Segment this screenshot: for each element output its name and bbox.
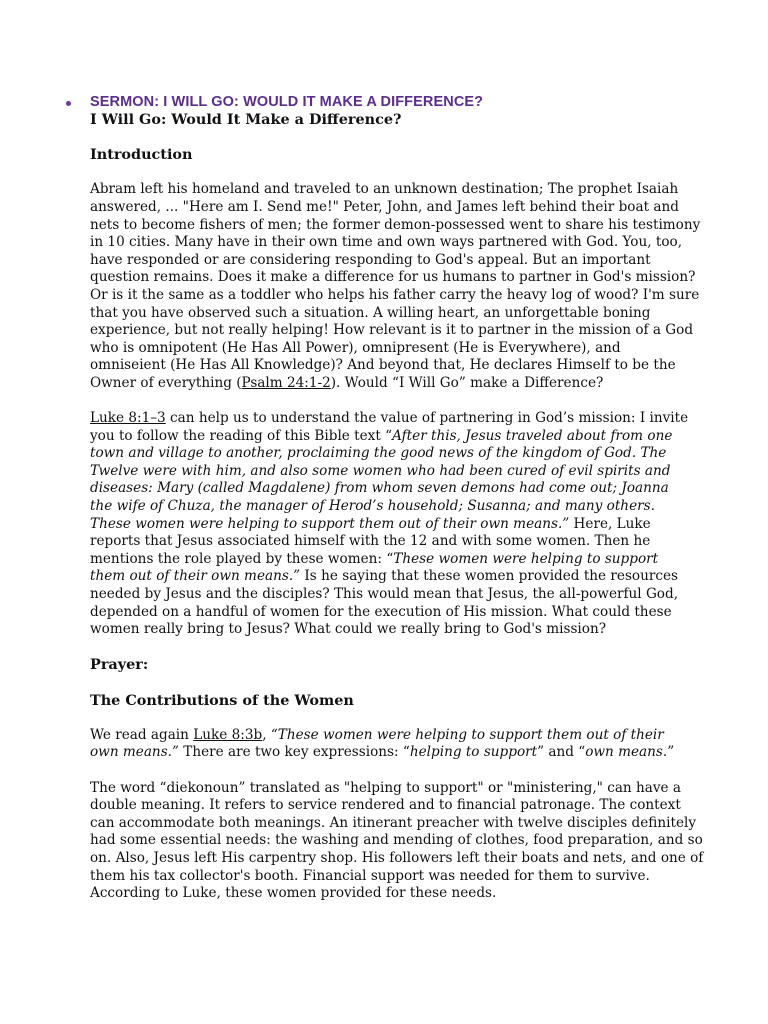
text-segment: can help us to understand the value of partnering in God’s mission: I invite <box>165 410 689 427</box>
text-segment: There are two key expressions: “ <box>178 744 410 761</box>
diekonoun-line: on. Also, Jesus left His carpentry shop. His followers left their boats and nets, and one of <box>90 849 704 866</box>
diekonoun-line: According to Luke, these women provided for these needs. <box>90 885 497 902</box>
luke-line <box>90 551 690 569</box>
intro-line: have responded or are considering responding to God's appeal. But an important <box>90 251 651 268</box>
luke-line: women really bring to Jesus? What could we really bring to God's mission? <box>90 621 606 638</box>
prayer-heading: Prayer: <box>90 656 149 674</box>
text-segment: Here, Luke <box>569 515 651 532</box>
diekonoun-line: double meaning. It refers to service rendered and to financial patronage. The context <box>90 797 681 814</box>
text-segment: .” <box>662 744 675 761</box>
luke-reference-link[interactable]: Luke 8:1–3 <box>90 410 166 427</box>
intro-line: that you have observed such a situation. A willing heart, an unforgettable boning <box>90 304 651 321</box>
luke-line: needed by Jesus and the disciples? This would mean that Jesus, the all-powerful God, <box>90 586 679 603</box>
key-expression: helping to support <box>409 744 538 761</box>
intro-line <box>90 375 690 393</box>
intro-line: nets to become fishers of men; the former demon-possessed went to share his testimony <box>90 216 701 233</box>
luke-line: reports that Jesus associated himself with the 12 and with some women. Then he <box>90 533 651 550</box>
scripture-quote-line: diseases: Mary (called Magdalene) from whom seven demons had come out; Joanna <box>90 480 669 497</box>
diekonoun-line: them his tax collector's booth. Financial support was needed for them to survive. <box>90 867 650 884</box>
scripture-quote-line: Twelve were with him, and also some women who had been cured of evil spirits and <box>90 462 671 479</box>
scripture-quote: These women were helping to support <box>393 550 659 567</box>
text-segment: ). Would “I Will Go” make a Difference? <box>330 374 604 391</box>
scripture-quote: them out of their own means.” <box>90 568 301 585</box>
text-segment: Is he saying that these women provided the resources <box>300 568 678 585</box>
sermon-heading: I Will Go: Would It Make a Difference? <box>90 111 402 128</box>
diekonoun-line: had some essential needs: the washing and mending of clothes, food preparation, and so <box>90 832 703 849</box>
text-segment: ” and “ <box>537 744 586 761</box>
luke-line <box>90 568 690 586</box>
scripture-quote: These women were helping to support them out of their own means.” <box>90 515 570 532</box>
intro-line: who is omnipotent (He Has All Power), omnipresent (He is Everywhere), and <box>90 339 621 356</box>
contributions-heading: The Contributions of the Women <box>90 691 354 709</box>
scripture-quote-line: town and village to another, proclaiming the good news of the kingdom of God. The <box>90 445 667 462</box>
luke-line <box>90 516 690 534</box>
diekonoun-line: The word “diekonoun” translated as "helping to support" or "ministering," can have a <box>90 779 682 796</box>
introduction-heading: Introduction <box>90 146 193 164</box>
intro-line: omniseient (He Has All Knowledge)? And beyond that, He declares Himself to be the <box>90 357 676 374</box>
intro-line: question remains. Does it make a difference for us humans to partner in God's mission? <box>90 269 696 286</box>
luke-line <box>90 428 690 446</box>
text-segment: Owner of everything ( <box>90 374 242 391</box>
sermon-title-item[interactable] <box>66 94 483 110</box>
scripture-quote-line: the wife of Chuza, the manager of Herod’s household; Susanna; and many others. <box>90 498 655 515</box>
text-segment: We read again <box>90 726 194 743</box>
intro-line: experience, but not really helping! How relevant is it to partner in the mission of a God <box>90 322 694 339</box>
intro-line: Abram left his homeland and traveled to an unknown destination; The prophet Isaiah <box>90 181 679 198</box>
scripture-quote: After this, Jesus traveled about from one <box>392 427 673 444</box>
luke-line <box>90 410 690 428</box>
luke-line: depended on a handful of women for the execution of His mission. What could these <box>90 603 672 620</box>
psalm-reference-link[interactable]: Psalm 24:1-2 <box>241 374 331 391</box>
intro-line: answered, ... "Here am I. Send me!" Peter, John, and James left behind their boat and <box>90 198 679 215</box>
contrib-line <box>90 744 690 762</box>
scripture-quote: “These women were helping to support them out of their <box>270 726 664 743</box>
scripture-quote: own means.” <box>90 744 179 761</box>
text-segment: , <box>262 726 271 743</box>
intro-line: Or is it the same as a toddler who helps his father carry the heavy log of wood? I'm sure <box>90 286 700 303</box>
luke-8-3b-reference-link[interactable]: Luke 8:3b <box>193 726 263 743</box>
sermon-title-link[interactable]: SERMON: I WILL GO: WOULD IT MAKE A DIFFERENCE? <box>90 94 484 110</box>
key-expression: own means <box>585 744 663 761</box>
sermon-body <box>90 111 704 903</box>
diekonoun-line: can accommodate both meanings. An itinerant preacher with twelve disciples definitely <box>90 814 697 831</box>
intro-line: in 10 cities. Many have in their own time and own ways partnered with God. You, too, <box>90 234 683 251</box>
text-segment: you to follow the reading of this Bible text “ <box>90 427 393 444</box>
text-segment: mentions the role played by these women: “ <box>90 550 394 567</box>
contrib-line <box>90 727 690 745</box>
bullet-icon <box>66 101 71 106</box>
